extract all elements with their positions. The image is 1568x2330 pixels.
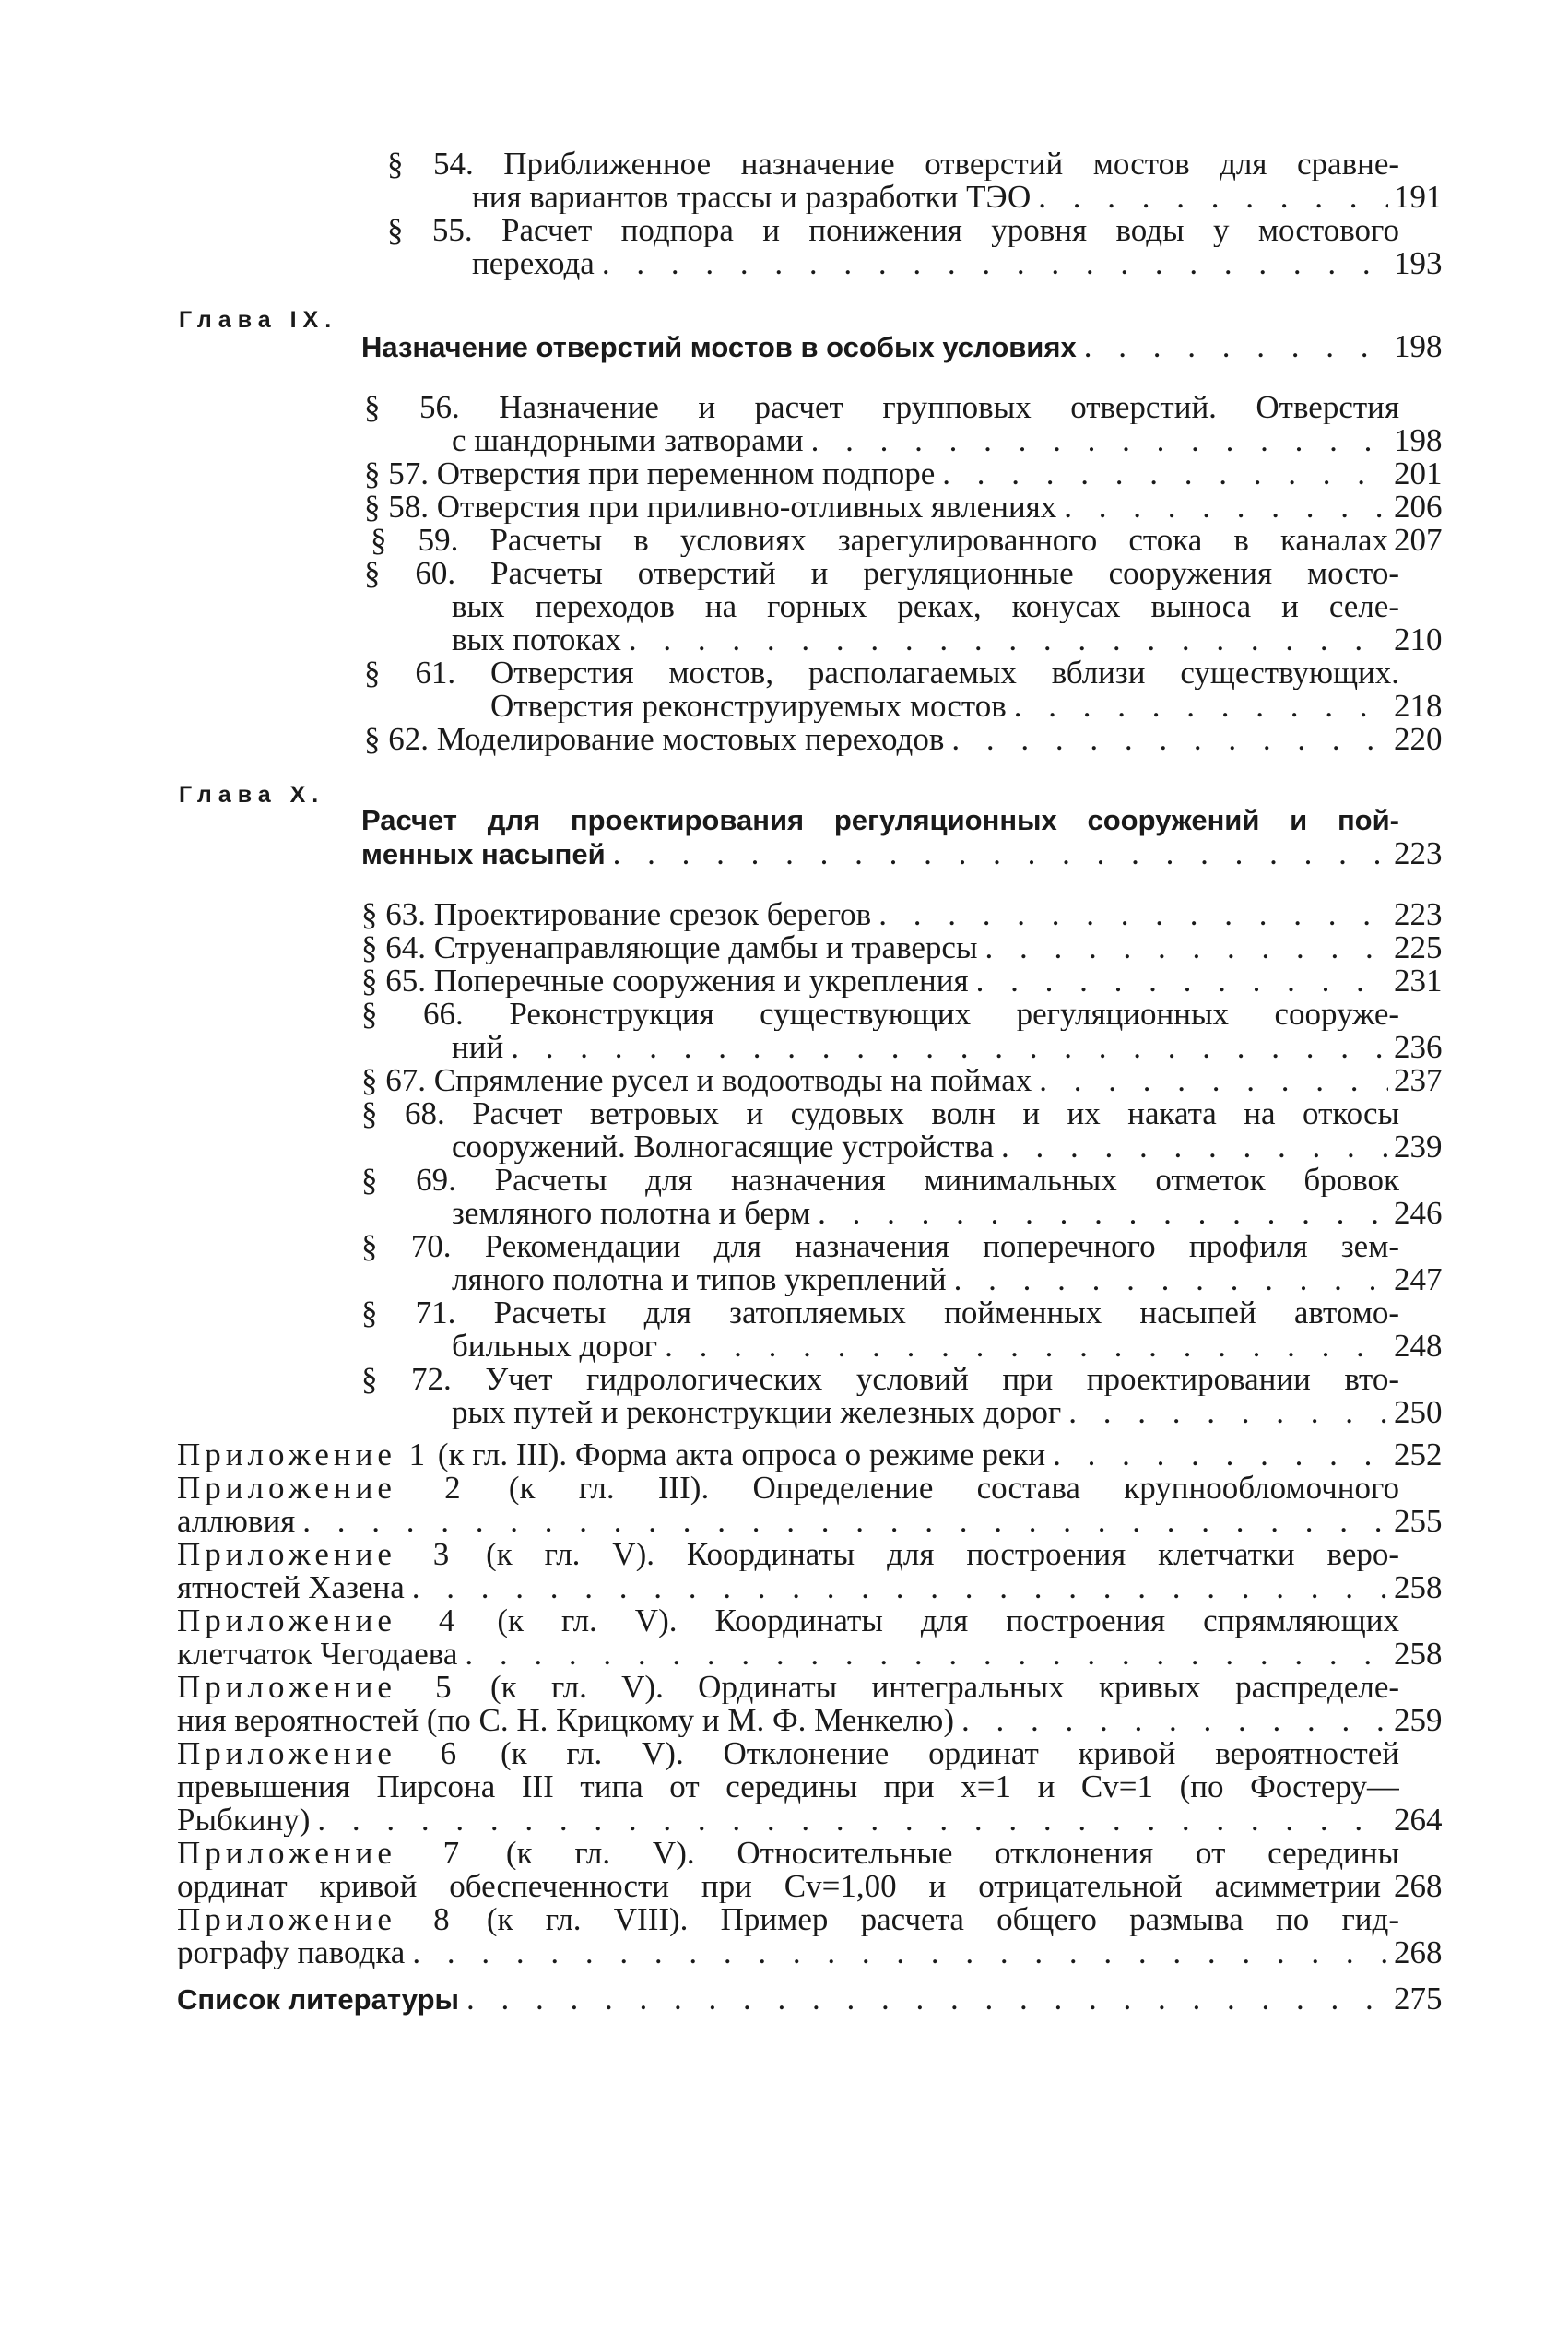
- page-number: 252: [1394, 1437, 1443, 1473]
- section-line: [361, 1064, 1032, 1097]
- chapter-10-title-cont: менных насыпей: [361, 838, 606, 870]
- section-title: Спрямление русел и водоотводы на поймах: [433, 1064, 1032, 1097]
- page-number: 236: [1394, 1029, 1443, 1065]
- toc-entry-59: [371, 524, 1388, 557]
- toc-entry-66-cont: [452, 1031, 1394, 1064]
- section-number: § 64.: [361, 931, 426, 964]
- appendix-7: [177, 1837, 1399, 1870]
- appendix-title: (к гл. V). Отклонение ординат кривой вероятностей: [500, 1737, 1399, 1770]
- dot-leader: [942, 457, 1388, 491]
- page-number: 258: [1394, 1569, 1443, 1605]
- page-number: 259: [1394, 1702, 1443, 1738]
- section-title-cont: вых переходов на горных реках, конусах выноса и селе-: [452, 590, 1399, 623]
- section-number: § 67.: [361, 1064, 426, 1097]
- toc-entry-64: [361, 931, 1394, 964]
- section-number: § 61.: [364, 656, 456, 690]
- bibliography-entry: [177, 1982, 1394, 2017]
- toc-entry-70-cont: [452, 1263, 1394, 1296]
- section-title-cont: ния вариантов трассы и разработки ТЭО: [472, 181, 1032, 214]
- chapter-10-title-line2: [361, 837, 1394, 871]
- dot-leader: [629, 623, 1388, 656]
- section-number: § 62.: [364, 723, 429, 756]
- page-number: 268: [1394, 1934, 1443, 1970]
- dot-leader: [1084, 330, 1388, 363]
- appendix-title: (к гл. III). Форма акта опроса о режиме реки: [437, 1438, 1046, 1472]
- section-title: Проектирование срезок берегов: [433, 898, 872, 931]
- appendix-2: [177, 1472, 1399, 1505]
- appendix-line: [177, 1438, 1045, 1472]
- dot-leader: [412, 1936, 1388, 1969]
- chapter-10-label: Глава X.: [179, 782, 325, 808]
- dot-leader: [302, 1505, 1388, 1538]
- dot-leader: [961, 1704, 1388, 1737]
- section-title-cont: вых потоках: [452, 623, 621, 656]
- section-title-cont: Отверстия реконструируемых мостов: [490, 690, 1007, 723]
- dot-leader: [818, 1197, 1388, 1230]
- toc-entry-60-cont2: [452, 623, 1394, 656]
- section-title: Струенаправляющие дамбы и траверсы: [433, 931, 978, 964]
- toc-entry-57: [364, 457, 1394, 491]
- appendix-8: [177, 1903, 1399, 1936]
- appendix-title: (к гл. III). Определение состава крупнообломочного: [508, 1472, 1399, 1505]
- appendix-title-cont: Рыбкину): [177, 1804, 311, 1837]
- appendix-label: Приложение 3: [177, 1538, 454, 1571]
- appendix-title: (к гл. V). Относительные отклонения от середины: [505, 1837, 1399, 1870]
- section-title: Назначение и расчет групповых отверстий. Отверстия: [499, 391, 1399, 424]
- appendix-title-cont: ния вероятностей (по С. Н. Крицкому и М. Ф. Менкелю): [177, 1704, 954, 1737]
- page-number: 218: [1394, 688, 1443, 724]
- section-line: [364, 491, 1056, 524]
- toc-entry-54-cont: [472, 181, 1394, 214]
- toc-entry-66: [361, 998, 1399, 1031]
- section-title: Отверстия при переменном подпоре: [436, 457, 936, 491]
- section-number: § 65.: [361, 964, 426, 998]
- section-number: § 54.: [387, 148, 474, 181]
- appendix-5-cont: [177, 1704, 1394, 1737]
- section-number: § 68.: [361, 1097, 445, 1130]
- section-title-cont: сооружений. Волногасящие устройства: [452, 1130, 995, 1164]
- section-line: [361, 931, 978, 964]
- dot-leader: [613, 837, 1388, 870]
- toc-entry-68-cont: [452, 1130, 1394, 1164]
- section-number: § 63.: [361, 898, 426, 931]
- appendix-7-cont: [177, 1870, 1381, 1903]
- appendix-label: Приложение 2: [177, 1472, 466, 1505]
- section-title: Отверстия мостов, располагаемых вблизи существующих.: [489, 656, 1399, 690]
- toc-entry-71-cont: [452, 1330, 1394, 1363]
- dot-leader: [317, 1804, 1388, 1837]
- section-number: § 69.: [361, 1164, 456, 1197]
- page-number: 210: [1394, 621, 1443, 657]
- chapter-10-title-line1: [361, 804, 1399, 837]
- page-number: 223: [1394, 835, 1443, 871]
- section-title: Реконструкция существующих регуляционных сооруже-: [509, 998, 1399, 1031]
- section-line: [364, 457, 935, 491]
- page-number: 250: [1394, 1394, 1443, 1430]
- page-number: 231: [1394, 963, 1443, 999]
- toc-entry-63: [361, 898, 1394, 931]
- dot-leader: [878, 898, 1388, 931]
- dot-leader: [1053, 1438, 1388, 1472]
- appendix-title-cont: ятностей Хазена: [177, 1571, 405, 1604]
- section-line: [364, 723, 944, 756]
- appendix-4: [177, 1604, 1399, 1638]
- section-title: Расчеты для затопляемых пойменных насыпей автомо-: [493, 1296, 1399, 1330]
- section-number: § 66.: [361, 998, 464, 1031]
- appendix-title-cont: превышения Пирсона III типа от середины при x=1 и Cv=1 (по Фостеру—: [177, 1770, 1399, 1804]
- section-title: Отверстия при приливно-отливных явлениях: [436, 491, 1057, 524]
- toc-entry-65: [361, 964, 1394, 998]
- dot-leader: [954, 1263, 1388, 1296]
- toc-entry-69-cont: [452, 1197, 1394, 1230]
- toc-entry-55-cont: [472, 247, 1394, 280]
- dot-leader: [665, 1330, 1388, 1363]
- toc-entry-60-cont: [452, 590, 1399, 623]
- section-title: Учет гидрологических условий при проектировании вто-: [485, 1363, 1399, 1396]
- toc-entry-56-cont: [452, 424, 1394, 457]
- appendix-3: [177, 1538, 1399, 1571]
- appendix-label: Приложение 1: [177, 1438, 430, 1472]
- page-number: 275: [1394, 1981, 1443, 2017]
- appendix-title: (к гл. V). Ординаты интегральных кривых распределе-: [490, 1671, 1399, 1704]
- page-number: 246: [1394, 1195, 1443, 1231]
- toc-entry-72-cont: [452, 1396, 1394, 1429]
- section-title-cont: бильных дорог: [452, 1330, 658, 1363]
- section-line: [361, 898, 871, 931]
- toc-entry-60: [364, 557, 1399, 590]
- dot-leader: [1064, 491, 1388, 524]
- dot-leader: [1039, 1064, 1388, 1097]
- section-title: Моделирование мостовых переходов: [436, 723, 945, 756]
- section-title: Рекомендации для назначения поперечного профиля зем-: [484, 1230, 1399, 1263]
- section-number: § 71.: [361, 1296, 456, 1330]
- appendix-8-cont: [177, 1936, 1394, 1969]
- section-title-cont: ний: [452, 1031, 504, 1064]
- section-title: Расчеты для назначения минимальных отметок бровок: [494, 1164, 1399, 1197]
- dot-leader: [1068, 1396, 1388, 1429]
- section-title: Расчет ветровых и судовых волн и их наката на откосы: [472, 1097, 1399, 1130]
- appendix-title-cont: клетчаток Чегодаева: [177, 1638, 458, 1671]
- section-title-cont: с шандорными затворами: [452, 424, 804, 457]
- dot-leader: [466, 1982, 1388, 2016]
- section-title: Расчеты в условиях зарегулированного стока в каналах: [489, 524, 1388, 557]
- section-number: § 60.: [364, 557, 456, 590]
- appendix-1: [177, 1438, 1394, 1472]
- page-number: 237: [1394, 1062, 1443, 1098]
- section-title: Расчет подпора и понижения уровня воды у мостового: [501, 214, 1399, 247]
- toc-entry-69: [361, 1164, 1399, 1197]
- toc-entry-68: [361, 1097, 1399, 1130]
- chapter-9-title: Назначение отверстий мостов в особых условиях: [361, 331, 1077, 363]
- page-number: 264: [1394, 1802, 1443, 1838]
- page-number: 193: [1394, 245, 1443, 281]
- appendix-3-cont: [177, 1571, 1394, 1604]
- toc-entry-67: [361, 1064, 1394, 1097]
- dot-leader: [976, 964, 1388, 998]
- toc-entry-58: [364, 491, 1394, 524]
- toc-entry-71: [361, 1296, 1399, 1330]
- dot-leader: [1038, 181, 1388, 214]
- appendix-title: (к гл. V). Координаты для построения спрямляющих: [497, 1604, 1399, 1638]
- appendix-label: Приложение 8: [177, 1903, 454, 1936]
- toc-entry-61-cont: [490, 690, 1394, 723]
- appendix-title-cont: рографу паводка: [177, 1936, 406, 1969]
- page-number: 247: [1394, 1261, 1443, 1297]
- dot-leader: [1014, 690, 1388, 723]
- dot-leader: [811, 424, 1388, 457]
- appendix-title: (к гл. V). Координаты для построения клетчатки веро-: [486, 1538, 1399, 1571]
- page-number: 206: [1394, 489, 1443, 525]
- section-title: Поперечные сооружения и укрепления: [433, 964, 969, 998]
- page-number: 258: [1394, 1636, 1443, 1672]
- section-line: [361, 964, 969, 998]
- section-title-cont: перехода: [472, 247, 595, 280]
- appendix-title-cont: аллювия: [177, 1505, 296, 1538]
- section-number: § 55.: [387, 214, 473, 247]
- appendix-6: [177, 1737, 1399, 1770]
- dot-leader: [412, 1571, 1388, 1604]
- appendix-6-cont: [177, 1770, 1399, 1804]
- appendix-title-cont: ординат кривой обеспеченности при Cv=1,00 и отрицательной асимметрии: [177, 1870, 1381, 1903]
- dot-leader: [465, 1638, 1388, 1671]
- section-number: § 56.: [364, 391, 460, 424]
- dot-leader: [511, 1031, 1388, 1064]
- appendix-label: Приложение 4: [177, 1604, 460, 1638]
- section-title: Приближенное назначение отверстий мостов для сравне-: [503, 148, 1399, 181]
- toc-entry-61: [364, 656, 1399, 690]
- toc-entry-55: [387, 214, 1399, 247]
- appendix-6-cont2: [177, 1804, 1394, 1837]
- page-number: 207: [1394, 522, 1443, 558]
- page-number: 220: [1394, 721, 1443, 757]
- dot-leader: [602, 247, 1388, 280]
- page-number: 248: [1394, 1328, 1443, 1364]
- page-number: 201: [1394, 455, 1443, 491]
- page-number: 191: [1394, 179, 1443, 215]
- section-title: Расчеты отверстий и регуляционные сооружения мосто-: [490, 557, 1399, 590]
- toc-entry-54: [387, 148, 1399, 181]
- chapter-9-title-line: [361, 330, 1394, 364]
- chapter-9-label: Глава IX.: [179, 307, 338, 333]
- section-title-cont: рых путей и реконструкции железных дорог: [452, 1396, 1062, 1429]
- appendix-label: Приложение 6: [177, 1737, 462, 1770]
- page-number: 255: [1394, 1503, 1443, 1539]
- page-number: 225: [1394, 929, 1443, 965]
- dot-leader: [951, 723, 1388, 756]
- section-title-cont: ляного полотна и типов укреплений: [452, 1263, 947, 1296]
- dot-leader: [985, 931, 1389, 964]
- appendix-label: Приложение 7: [177, 1837, 465, 1870]
- section-title-cont: земляного полотна и берм: [452, 1197, 811, 1230]
- section-number: § 72.: [361, 1363, 452, 1396]
- section-number: § 59.: [371, 524, 459, 557]
- appendix-title: (к гл. VIII). Пример расчета общего размыва по гид-: [486, 1903, 1399, 1936]
- bibliography-title: Список литературы: [177, 1983, 460, 2016]
- section-number: § 57.: [364, 457, 429, 491]
- toc-entry-62: [364, 723, 1394, 756]
- page-number: 198: [1394, 422, 1443, 458]
- page-number: 268: [1394, 1868, 1443, 1904]
- toc-entry-72: [361, 1363, 1399, 1396]
- page-number: 239: [1394, 1129, 1443, 1165]
- toc-entry-56: [364, 391, 1399, 424]
- toc-entry-70: [361, 1230, 1399, 1263]
- appendix-2-cont: [177, 1505, 1394, 1538]
- section-number: § 58.: [364, 491, 429, 524]
- appendix-4-cont: [177, 1638, 1394, 1671]
- dot-leader: [1001, 1130, 1388, 1164]
- section-number: § 70.: [361, 1230, 452, 1263]
- page-number: 198: [1394, 328, 1443, 364]
- appendix-label: Приложение 5: [177, 1671, 456, 1704]
- appendix-5: [177, 1671, 1399, 1704]
- chapter-10-title: Расчет для проектирования регуляционных сооружений и пой-: [361, 804, 1399, 836]
- page-number: 223: [1394, 896, 1443, 932]
